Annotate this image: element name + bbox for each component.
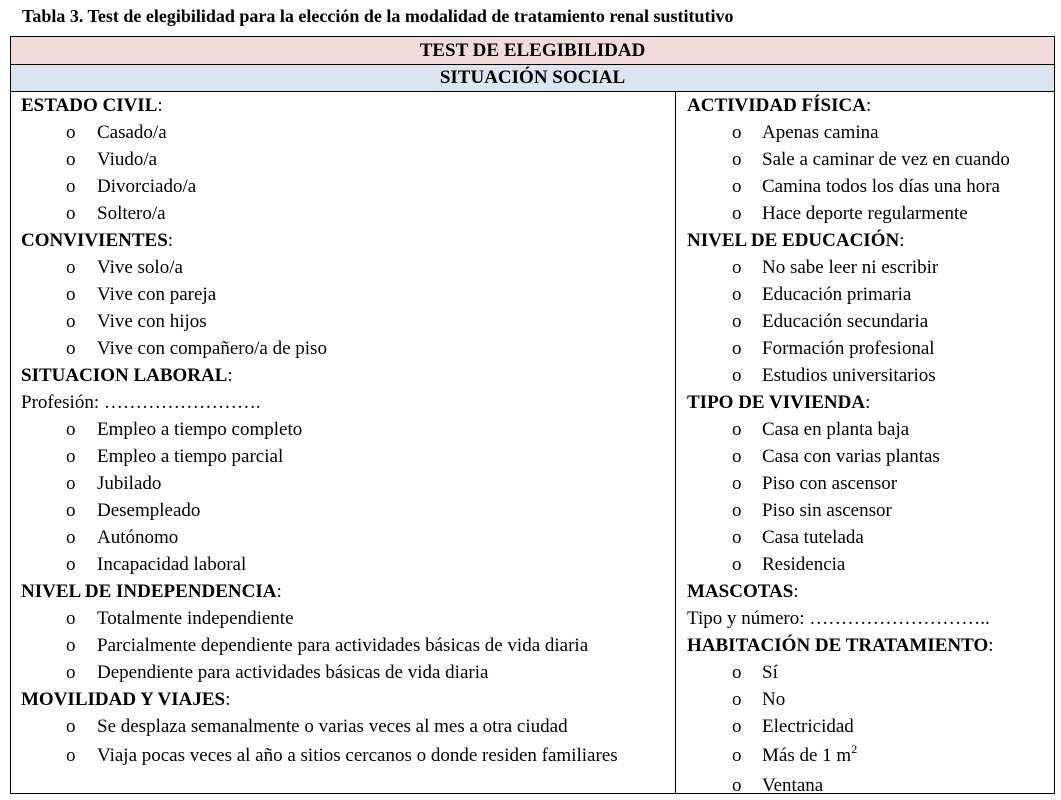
- item-label: Vive con pareja: [97, 284, 217, 305]
- list-item: [11, 470, 675, 497]
- section-title: TIPO DE VIVIENDA: [687, 392, 866, 413]
- section-vivienda: [676, 389, 1054, 416]
- section-title: NIVEL DE INDEPENDENCIA: [21, 581, 277, 602]
- bullet-icon: o: [66, 149, 76, 170]
- bullet-icon: o: [66, 662, 76, 683]
- item-label: Educación primaria: [762, 284, 912, 305]
- list-item: [11, 551, 675, 578]
- section-mascotas: [676, 578, 1054, 605]
- item-label: Residencia: [762, 554, 846, 575]
- item-label: Viudo/a: [97, 149, 158, 170]
- colon: :: [899, 230, 905, 251]
- item-label: Vive con compañero/a de piso: [97, 338, 327, 359]
- bullet-icon: o: [732, 689, 742, 710]
- item-label: Vive solo/a: [97, 257, 183, 278]
- section-convivientes: [11, 227, 675, 254]
- bullet-icon: o: [66, 527, 76, 548]
- section-title: NIVEL DE EDUCACIÓN: [687, 230, 900, 251]
- list-item: [11, 740, 675, 772]
- colon: :: [157, 95, 163, 116]
- list-item: [11, 173, 675, 200]
- list-item: [676, 281, 1054, 308]
- bullet-icon: o: [732, 446, 742, 467]
- bullet-icon: o: [732, 149, 742, 170]
- bullet-icon: o: [732, 500, 742, 521]
- list-item: [676, 119, 1054, 146]
- section-educacion: [676, 227, 1054, 254]
- item-label: Electricidad: [762, 716, 854, 737]
- list-item: [676, 659, 1054, 686]
- item-label: Empleo a tiempo parcial: [97, 446, 284, 467]
- bullet-icon: o: [66, 745, 76, 766]
- list-item: [676, 686, 1054, 713]
- section-situacion-laboral: [11, 362, 675, 389]
- list-item: [11, 281, 675, 308]
- item-label: Totalmente independiente: [97, 608, 294, 629]
- bullet-icon: o: [732, 203, 742, 224]
- right-column: [676, 92, 1054, 796]
- colon: :: [276, 581, 282, 602]
- section-movilidad: [11, 686, 675, 713]
- section-title: CONVIVIENTES: [21, 230, 168, 251]
- section-title: ACTIVIDAD FÍSICA: [687, 95, 866, 116]
- list-item: [676, 173, 1054, 200]
- bullet-icon: o: [66, 635, 76, 656]
- item-label: Hace deporte regularmente: [762, 203, 968, 224]
- item-label: Casa con varias plantas: [762, 446, 940, 467]
- bullet-icon: o: [66, 311, 76, 332]
- bullet-icon: o: [732, 338, 742, 359]
- list-item: [11, 146, 675, 173]
- left-column: [11, 92, 676, 793]
- list-item: [676, 308, 1054, 335]
- list-item: [676, 416, 1054, 443]
- list-item: [11, 659, 675, 686]
- colon: :: [793, 581, 799, 602]
- item-label: Vive con hijos: [97, 311, 207, 332]
- bullet-icon: o: [66, 500, 76, 521]
- bullet-icon: o: [732, 365, 742, 386]
- item-label: Parcialmente dependiente para actividades básicas de vida diaria: [97, 635, 589, 656]
- bullet-icon: o: [66, 446, 76, 467]
- list-item: [11, 524, 675, 551]
- colon: :: [167, 230, 174, 251]
- list-item: [11, 200, 675, 227]
- list-item: [676, 200, 1054, 227]
- bullet-icon: o: [66, 284, 76, 305]
- bullet-icon: o: [66, 554, 76, 575]
- item-label: Dependiente para actividades básicas de vida diaria: [97, 662, 489, 683]
- item-label: Empleo a tiempo completo: [97, 419, 303, 440]
- list-item: [676, 740, 1054, 772]
- section-estado-civil: [11, 92, 675, 119]
- list-item: [676, 551, 1054, 578]
- item-label: Autónomo: [97, 527, 179, 548]
- list-item: [676, 772, 1054, 799]
- profesion-field: Profesión: …………………….: [21, 392, 261, 413]
- item-label: No sabe leer ni escribir: [762, 257, 939, 278]
- colon: :: [227, 365, 233, 386]
- bullet-icon: o: [66, 419, 76, 440]
- list-item: [676, 470, 1054, 497]
- item-label: Sí: [762, 662, 778, 683]
- table-subtitle: SITUACIÓN SOCIAL: [11, 65, 1054, 92]
- item-label: Viaja pocas veces al año a sitios cercanos o donde residen familiares: [97, 745, 618, 766]
- list-item: [11, 254, 675, 281]
- item-label: Formación profesional: [762, 338, 935, 359]
- section-title: ESTADO CIVIL: [21, 95, 158, 116]
- mascotas-field: Tipo y número: ………………………..: [687, 608, 990, 629]
- list-item: [676, 146, 1054, 173]
- item-label: Desempleado: [97, 500, 201, 521]
- item-label: No: [762, 689, 786, 710]
- section-habitacion: [676, 632, 1054, 659]
- item-label: Estudios universitarios: [762, 365, 936, 386]
- item-label: Divorciado/a: [97, 176, 197, 197]
- item-label: Apenas camina: [762, 122, 879, 143]
- list-item: [676, 335, 1054, 362]
- item-label: Ventana: [762, 775, 824, 796]
- section-title: SITUACION LABORAL: [21, 365, 228, 386]
- eligibility-table: [10, 36, 1055, 794]
- bullet-icon: o: [732, 122, 742, 143]
- list-item: [676, 254, 1054, 281]
- section-title: MOVILIDAD Y VIAJES: [21, 689, 226, 710]
- bullet-icon: o: [66, 608, 76, 629]
- section-independencia: [11, 578, 675, 605]
- area-label: Más de 1 m: [762, 745, 852, 766]
- table-caption: Tabla 3. Test de elegibilidad para la elección de la modalidad de tratamiento renal sustitutivo: [22, 6, 734, 26]
- item-label: Sale a caminar de vez en cuando: [762, 149, 1010, 170]
- section-title: MASCOTAS: [687, 581, 794, 602]
- list-item: [11, 713, 675, 740]
- bullet-icon: o: [732, 473, 742, 494]
- bullet-icon: o: [66, 338, 76, 359]
- colon: :: [865, 392, 871, 413]
- item-label: Se desplaza semanalmente o varias veces al mes a otra ciudad: [97, 716, 568, 737]
- colon: :: [988, 635, 994, 656]
- item-label: Jubilado: [97, 473, 162, 494]
- item-label: Casa en planta baja: [762, 419, 910, 440]
- list-item: [11, 632, 675, 659]
- bullet-icon: o: [66, 716, 76, 737]
- bullet-icon: o: [732, 554, 742, 575]
- table-title: TEST DE ELEGIBILIDAD: [11, 37, 1054, 65]
- list-item: [676, 362, 1054, 389]
- item-label: Casado/a: [97, 122, 167, 143]
- bullet-icon: o: [732, 419, 742, 440]
- bullet-icon: o: [66, 176, 76, 197]
- list-item: [11, 335, 675, 362]
- list-item: [11, 497, 675, 524]
- list-item: [11, 308, 675, 335]
- bullet-icon: o: [66, 473, 76, 494]
- item-label: Casa tutelada: [762, 527, 864, 548]
- bullet-icon: o: [732, 662, 742, 683]
- bullet-icon: o: [732, 745, 742, 766]
- list-item: [676, 524, 1054, 551]
- superscript: 2: [851, 742, 858, 756]
- section-title: HABITACIÓN DE TRATAMIENTO: [687, 635, 989, 656]
- bullet-icon: o: [732, 527, 742, 548]
- colon: :: [225, 689, 231, 710]
- item-label: Educación secundaria: [762, 311, 929, 332]
- list-item: [11, 605, 675, 632]
- item-label: Soltero/a: [97, 203, 166, 224]
- item-label: Camina todos los días una hora: [762, 176, 1000, 197]
- item-label: Piso con ascensor: [762, 473, 898, 494]
- list-item: [11, 443, 675, 470]
- bullet-icon: o: [732, 257, 742, 278]
- list-item: [676, 443, 1054, 470]
- list-item: [676, 497, 1054, 524]
- bullet-icon: o: [732, 176, 742, 197]
- section-actividad: [676, 92, 1054, 119]
- item-label: Incapacidad laboral: [97, 554, 247, 575]
- item-label: [762, 740, 857, 772]
- bullet-icon: o: [66, 257, 76, 278]
- bullet-icon: o: [732, 716, 742, 737]
- bullet-icon: o: [732, 311, 742, 332]
- bullet-icon: o: [732, 775, 742, 796]
- list-item: [11, 416, 675, 443]
- item-label: Piso sin ascensor: [762, 500, 892, 521]
- colon: :: [865, 95, 872, 116]
- bullet-icon: o: [732, 284, 742, 305]
- bullet-icon: o: [66, 203, 76, 224]
- bullet-icon: o: [66, 122, 76, 143]
- list-item: [11, 119, 675, 146]
- list-item: [676, 713, 1054, 740]
